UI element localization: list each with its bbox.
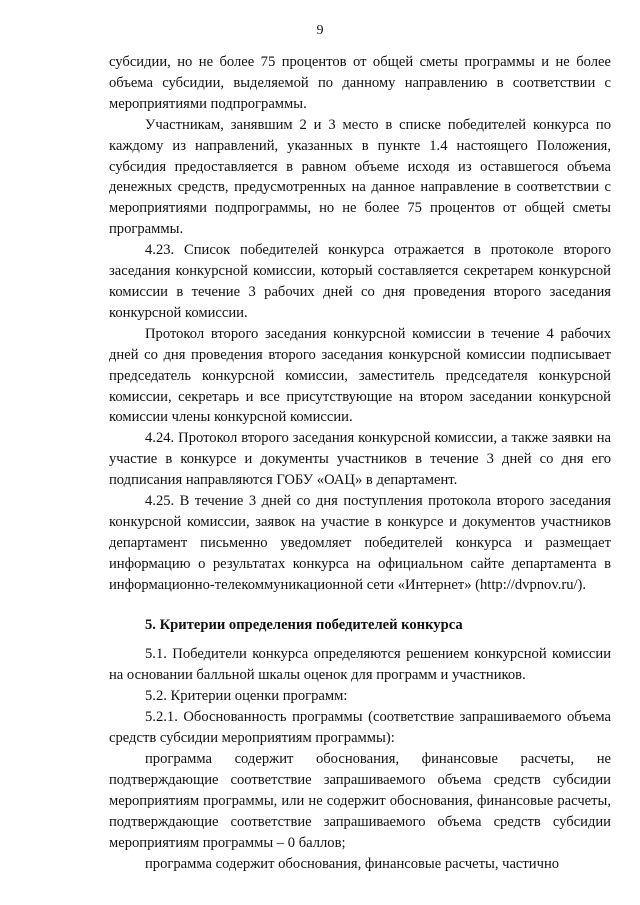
paragraph-4-23: 4.23. Список победителей конкурса отражается в протоколе второго заседания конкурсной комиссии, который составляется секретарем конкурсной комиссии в течение 3 рабочих дней со дня проведения второго заседания конкурсной комиссии. (109, 242, 611, 321)
paragraph-5-1: 5.1. Победители конкурса определяются решением конкурсной комиссии на основании балльной шкалы оценок для программ и участников. (109, 646, 611, 684)
paragraph-5-2: 5.2. Критерии оценки программ: (145, 688, 348, 705)
section-heading: 5. Критерии определения победителей конкурса (145, 616, 463, 633)
paragraph-protocol-signing: Протокол второго заседания конкурсной комиссии в течение 4 рабочих дней со дня проведения второго заседания конкурсной комиссии подписывает председатель конкурсной комиссии, заместитель председателя конкурсной комиссии, секретарь и все присутствующие на втором заседании конкурсной комиссии члены конкурсной комиссии. (109, 325, 611, 426)
paragraph-criterion-0-points: программа содержит обоснования, финансовые расчеты, не подтверждающие соответствие запрашиваемого объема средств субсидии мероприятиям программы, или не содержит обоснования, финансовые расчеты, подтверждающие соответствие запрашиваемого объема средств субсидии мероприятиям программы – 0 баллов; (109, 751, 611, 851)
paragraph-4-25: 4.25. В течение 3 дней со дня поступления протокола второго заседания конкурсной комиссии, заявок на участие в конкурсе и документов участников департамент письменно уведомляет победителей конкурса и размещает информацию о результатах конкурса на официальном сайте департамента в информационно-телекоммуникационной сети «Интернет» (http://dvpnov.ru/). (109, 493, 611, 593)
paragraph-criterion-partial: программа содержит обоснования, финансовые расчеты, частично (145, 855, 560, 872)
paragraph-4-24: 4.24. Протокол второго заседания конкурсной комиссии, а также заявки на участие в конкурсе и документы участников в течение 3 дней со дня его подписания направляются ГОБУ «ОАЦ» в департамент. (109, 430, 611, 489)
page-number: 9 (316, 23, 324, 38)
document-body (109, 52, 611, 875)
paragraph-continuation: субсидии, но не более 75 процентов от общей сметы программы и не более объема субсидии, выделяемой по данному направлению в соответствии с мероприятиями подпрограммы. (109, 54, 611, 112)
paragraph-participants-2-3-place: Участникам, занявшим 2 и 3 место в списке победителей конкурса по каждому из направлений, указанных в пункте 1.4 настоящего Положения, субсидия предоставляется в равном объеме исходя из оставшегося объема денежных средств, предусмотренных на данное направление в соответствии с мероприятиями подпрограммы, но не более 75 процентов от общей сметы программы. (109, 116, 611, 238)
paragraph-5-2-1: 5.2.1. Обоснованность программы (соответствие запрашиваемого объема средств субсидии мероприятиям программы): (109, 709, 611, 747)
